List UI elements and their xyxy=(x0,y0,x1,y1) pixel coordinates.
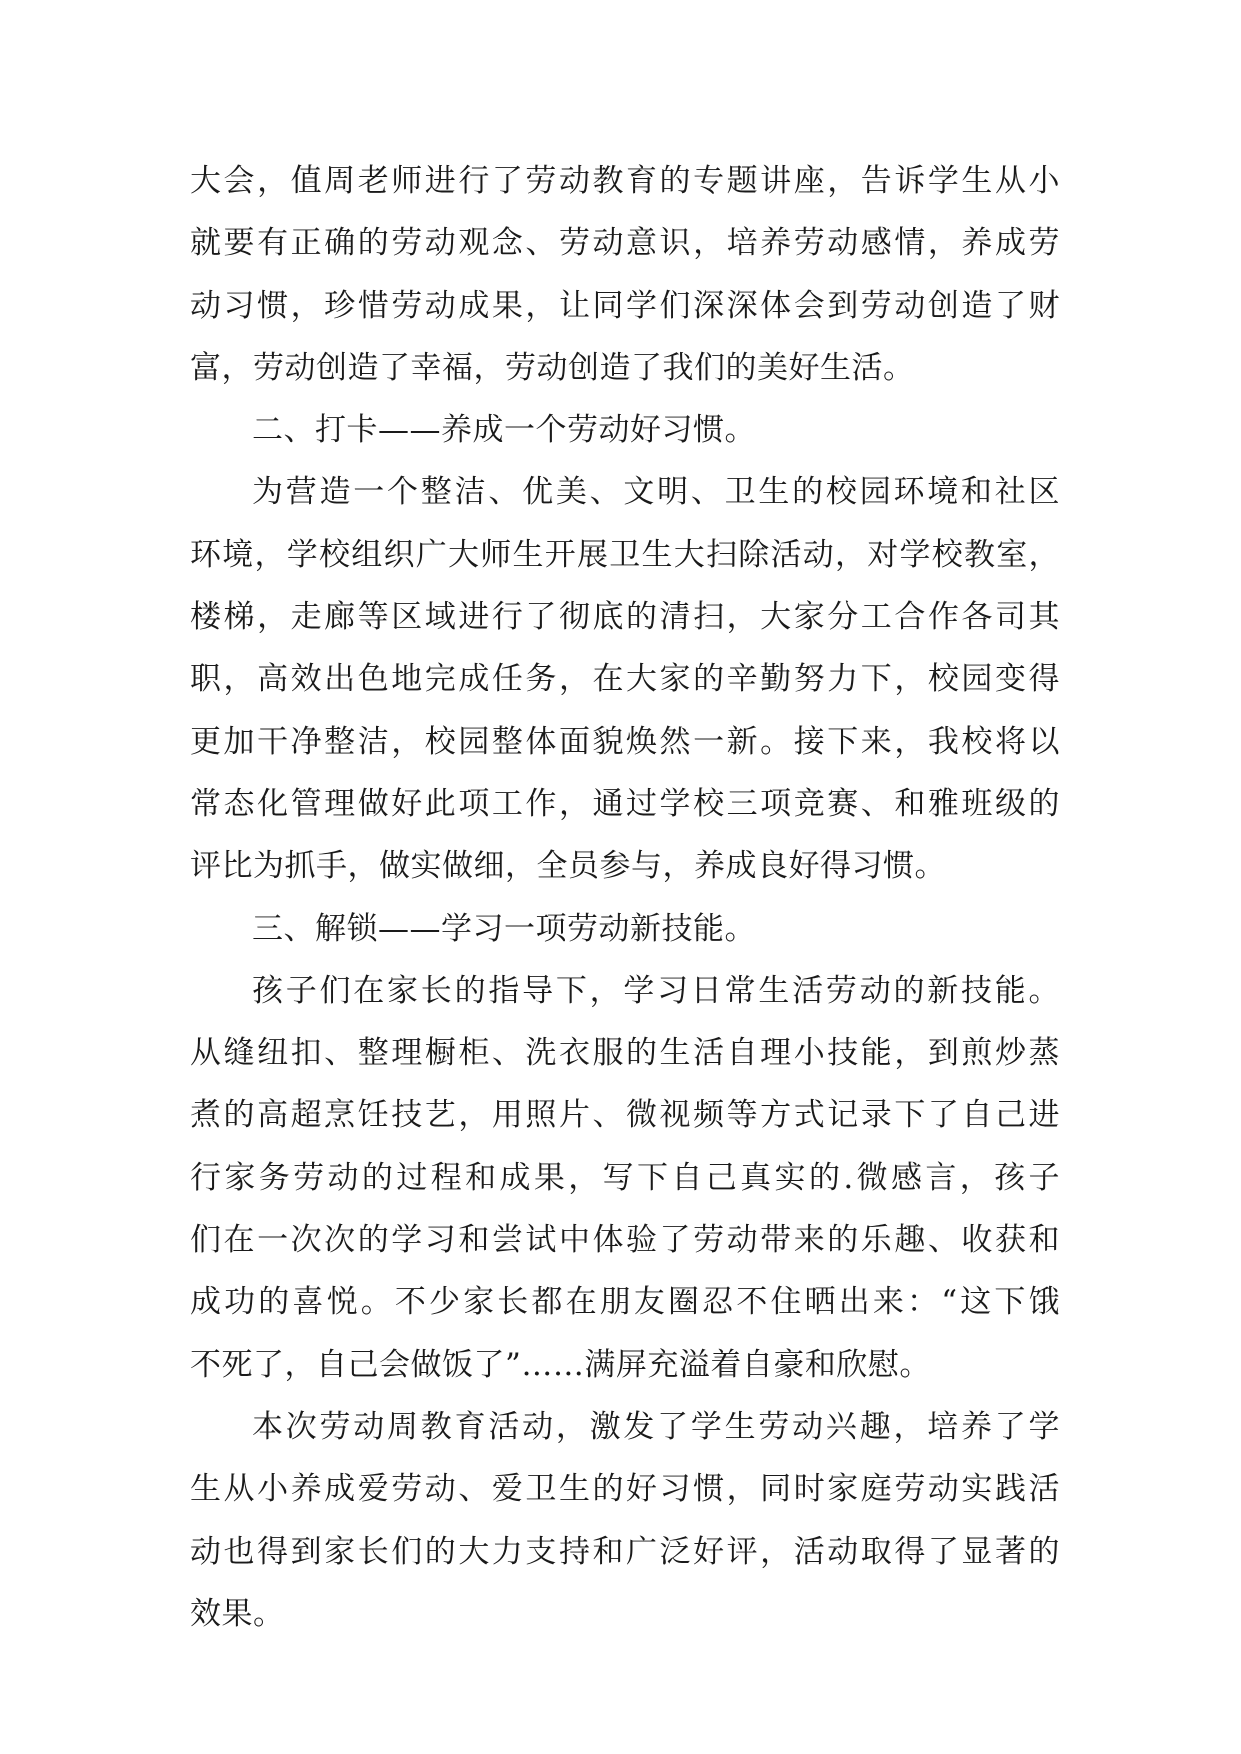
text-line: 不死了，自己会做饭了”……满屏充溢着自豪和欣慰。 xyxy=(190,1346,931,1383)
text-line: 更加干净整洁，校园整体面貌焕然一新。接下来，我校将以 xyxy=(190,723,1060,760)
text-line: 效果。 xyxy=(190,1595,285,1632)
text-line: 常态化管理做好此项工作，通过学校三项竞赛、和雅班级的 xyxy=(190,785,1060,822)
text-line: 二、打卡——养成一个劳动好习惯。 xyxy=(252,412,756,449)
text-line: 环境，学校组织广大师生开展卫生大扫除活动，对学校教室， xyxy=(190,536,1060,573)
text-line: 楼梯，走廊等区域进行了彻底的清扫，大家分工合作各司其 xyxy=(190,599,1060,636)
text-line: 富，劳动创造了幸福，劳动创造了我们的美好生活。 xyxy=(190,349,915,386)
text-line: 成功的喜悦。不少家长都在朋友圈忍不住晒出来：“这下饿 xyxy=(190,1284,1060,1321)
text-line: 本次劳动周教育活动，激发了学生劳动兴趣，培养了学 xyxy=(252,1408,1060,1445)
text-line: 从缝纽扣、整理橱柜、洗衣服的生活自理小技能，到煎炒蒸 xyxy=(190,1035,1060,1072)
text-line: 三、解锁——学习一项劳动新技能。 xyxy=(252,910,756,947)
text-line: 孩子们在家长的指导下，学习日常生活劳动的新技能。 xyxy=(252,972,1060,1009)
text-line: 大会，值周老师进行了劳动教育的专题讲座，告诉学生从小 xyxy=(190,163,1060,199)
text-line: 行家务劳动的过程和成果，写下自己真实的.微感言，孩子 xyxy=(190,1159,1060,1196)
text-line: 职，高效出色地完成任务，在大家的辛勤努力下，校园变得 xyxy=(190,661,1060,698)
text-line: 为营造一个整洁、优美、文明、卫生的校园环境和社区 xyxy=(252,474,1060,511)
text-line: 就要有正确的劳动观念、劳动意识，培养劳动感情，养成劳 xyxy=(190,225,1060,262)
text-line: 们在一次次的学习和尝试中体验了劳动带来的乐趣、收获和 xyxy=(190,1222,1060,1259)
text-line: 动习惯，珍惜劳动成果，让同学们深深体会到劳动创造了财 xyxy=(190,287,1060,324)
text-line: 生从小养成爱劳动、爱卫生的好习惯，同时家庭劳动实践活 xyxy=(190,1471,1060,1508)
text-line: 煮的高超烹饪技艺，用照片、微视频等方式记录下了自己进 xyxy=(190,1097,1060,1134)
document-body xyxy=(190,150,1060,1645)
text-line: 动也得到家长们的大力支持和广泛好评，活动取得了显著的 xyxy=(190,1533,1060,1570)
text-line: 评比为抓手，做实做细，全员参与，养成良好得习惯。 xyxy=(190,848,946,885)
